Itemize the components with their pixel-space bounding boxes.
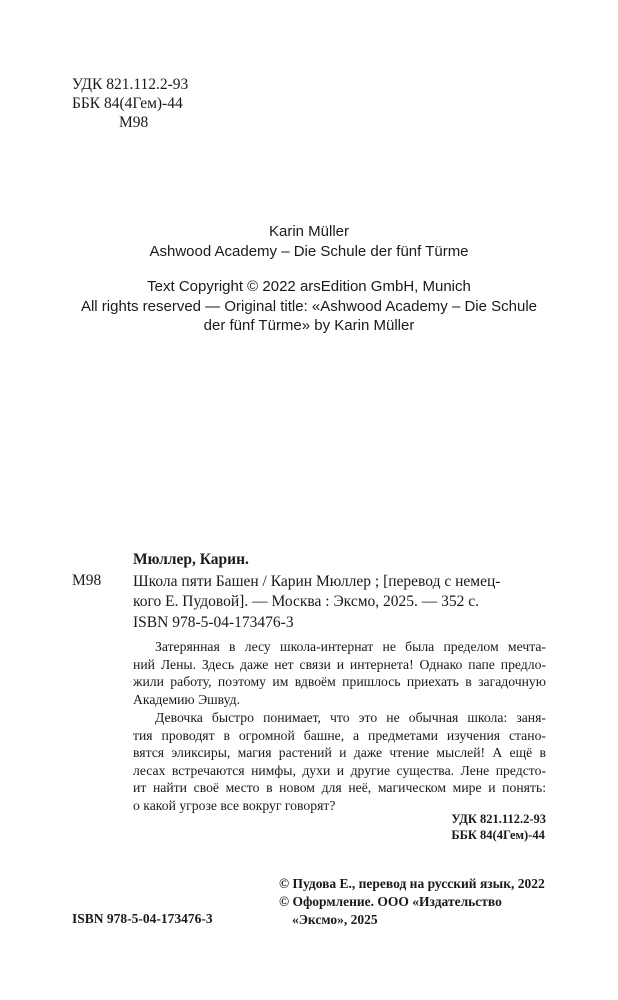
bottom-bbk-code: ББК 84(4Гем)-44	[451, 828, 545, 842]
top-classification-codes	[72, 75, 188, 132]
copyright-line-2: All rights reserved — Original title: «Ashwood Academy – Die Schule	[80, 297, 538, 315]
annotation-line: о какой угрозе все вокруг говорят?	[133, 797, 336, 813]
original-copyright-block	[0, 277, 618, 336]
copyright-line-3: der fünf Türme» by Karin Müller	[203, 317, 415, 334]
annotation-paragraph-2	[133, 709, 546, 814]
bottom-classification-codes	[451, 811, 546, 843]
bib-description-line-2: кого Е. Пудовой]. — Москва : Эксмо, 2025. — 352 с.	[133, 592, 480, 610]
annotation-line: тия проводят в огромной башне, а предметами изучения стано-	[133, 727, 546, 743]
original-title: Ashwood Academy – Die Schule der fünf Türme	[149, 242, 469, 260]
annotation-line: Девочка быстро понимает, что это не обычная школа: заня-	[155, 710, 546, 725]
bib-author-mark: М98	[72, 572, 102, 589]
annotation-line: жили работу, поэтому им вдвоём пришлось приехать в загадочную	[133, 674, 546, 689]
author-mark: М98	[119, 114, 149, 131]
bib-author-heading: Мюллер, Карин.	[133, 551, 249, 568]
original-title-block	[0, 222, 618, 261]
annotation-line: вятся эликсиры, магия растений и даже чтение мыслей! А ещё в	[133, 745, 546, 760]
annotation-line: Затерянная в лесу школа-интернат не была пределом мечта-	[155, 639, 546, 654]
translation-copyright: © Пудова Е., перевод на русский язык, 2022	[279, 876, 545, 891]
design-copyright-line-2: «Эксмо», 2025	[292, 912, 378, 927]
bib-description-line-1: Школа пяти Башен / Карин Мюллер ; [перевод с немец-	[133, 573, 501, 590]
bib-isbn: ISBN 978-5-04-173476-3	[133, 614, 294, 631]
bib-description	[133, 572, 546, 611]
design-copyright-line-1: © Оформление. ООО «Издательство	[279, 894, 502, 909]
annotation-paragraph-1	[133, 638, 546, 708]
copyright-notes	[279, 875, 545, 929]
annotation-line: ний Лены. Здесь даже нет связи и интернета! Однако папе предло-	[133, 656, 546, 672]
udk-code: УДК 821.112.2-93	[72, 76, 189, 93]
original-author: Karin Müller	[268, 223, 350, 240]
bottom-isbn: ISBN 978-5-04-173476-3	[72, 911, 213, 926]
annotation-line: лесах встречаются нимфы, духи и другие существа. Лене предсто-	[133, 762, 546, 778]
bbk-code: ББК 84(4Гем)-44	[72, 95, 183, 112]
copyright-line-1: Text Copyright © 2022 arsEdition GmbH, Munich	[147, 278, 471, 295]
annotation-line: ит найти своё место в новом для неё, магическом мире и понять:	[133, 780, 546, 795]
bottom-udk-code: УДК 821.112.2-93	[451, 812, 546, 826]
annotation-line: Академию Эшвуд.	[133, 691, 241, 707]
